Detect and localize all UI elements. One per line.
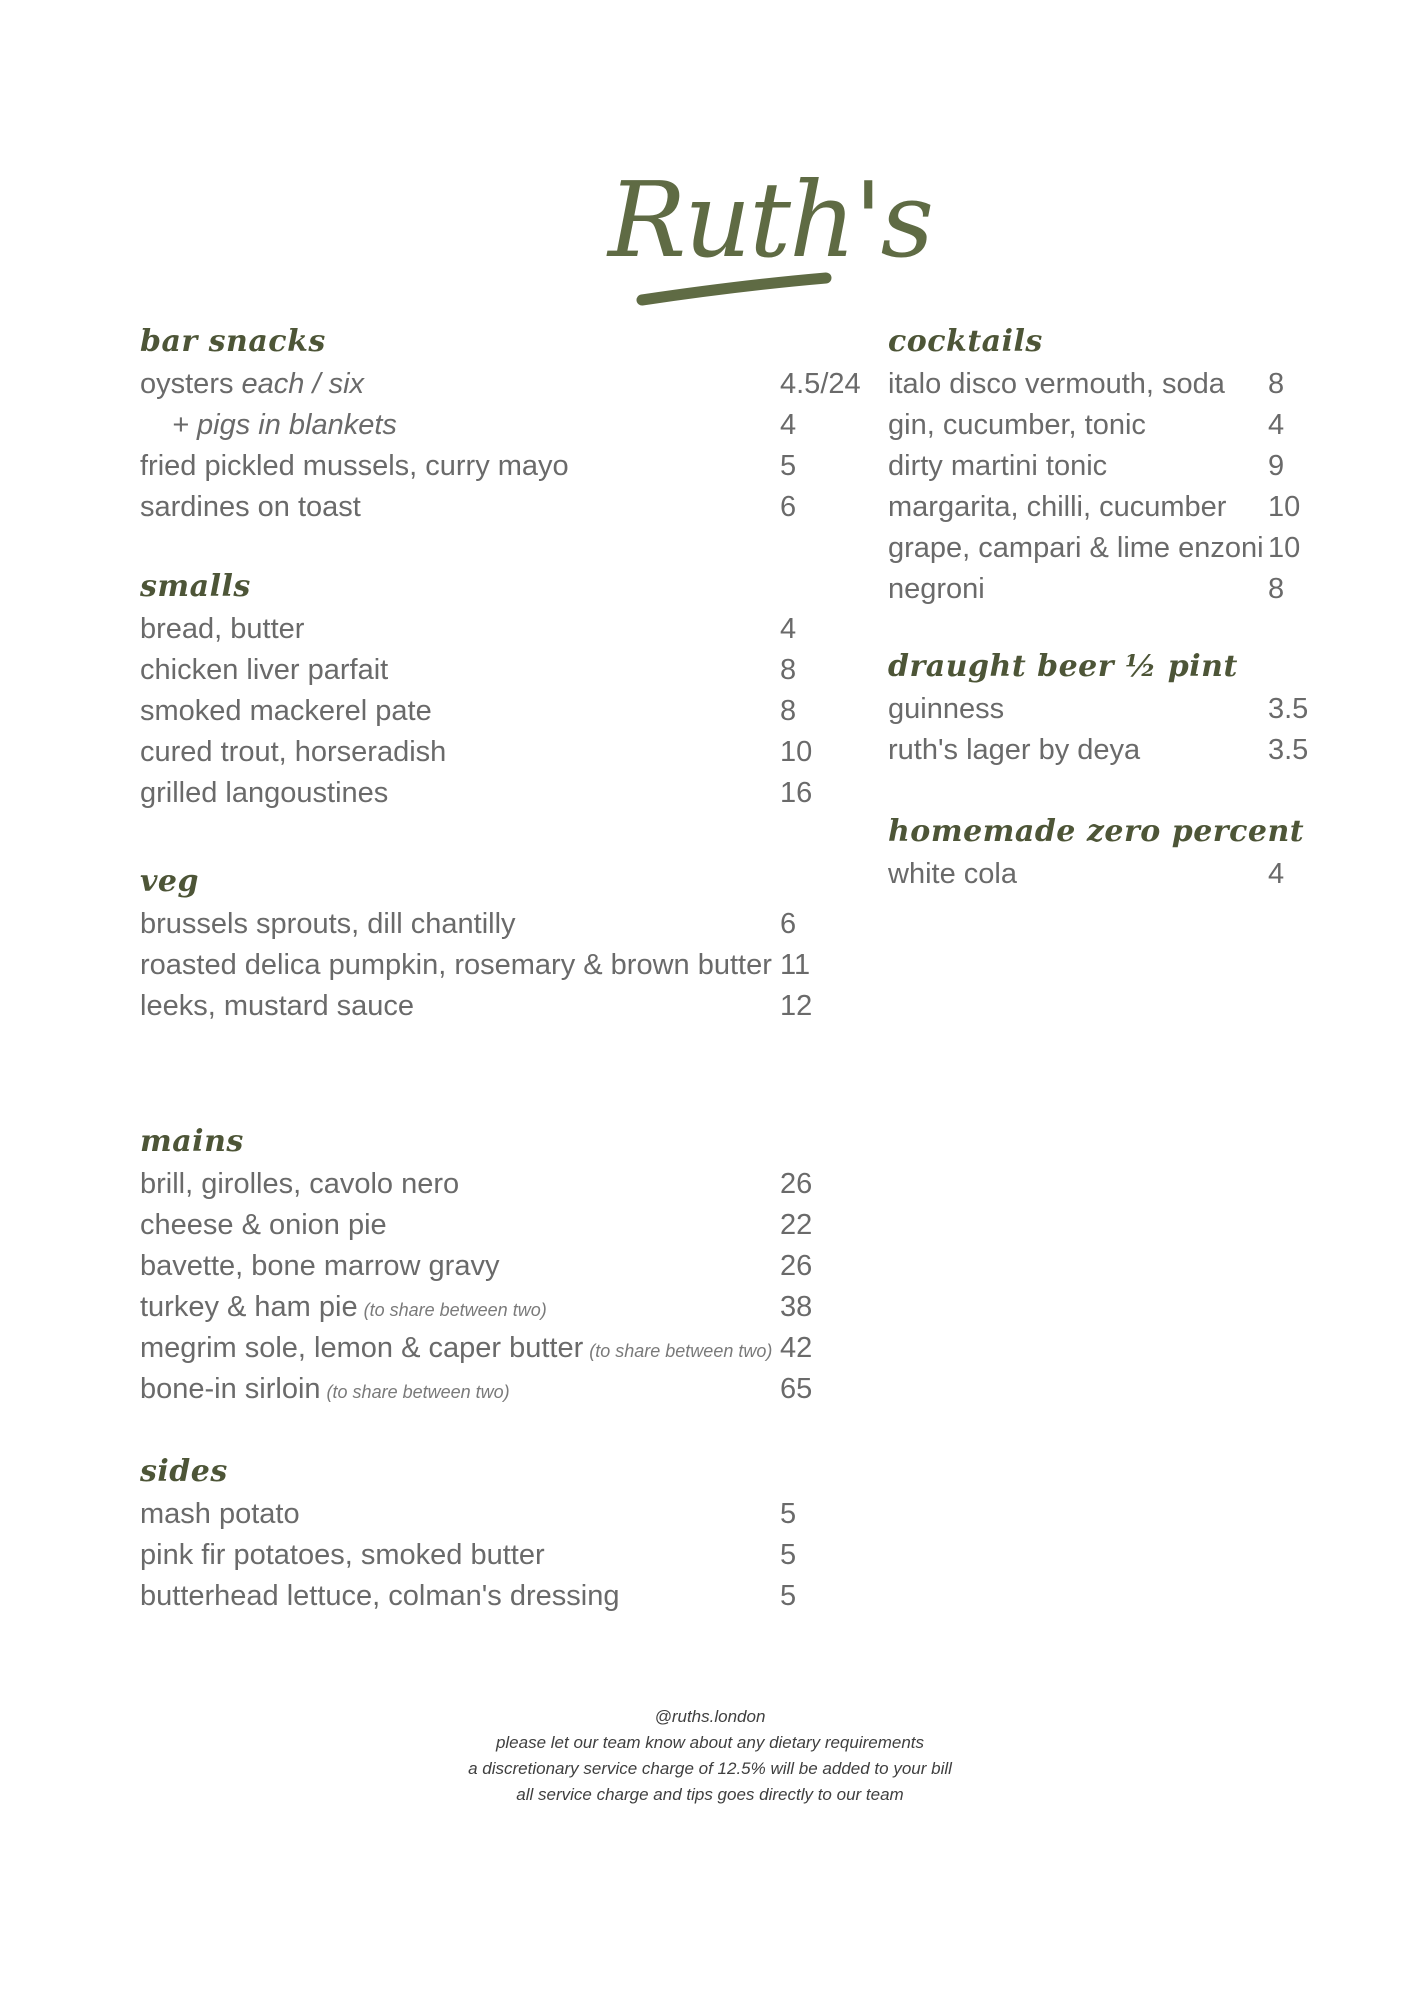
- item-name-text: megrim sole, lemon & caper butter: [140, 1332, 584, 1364]
- menu-item: [140, 1205, 860, 1246]
- item-price: 10: [780, 736, 813, 768]
- item-name: italo disco vermouth, soda: [888, 368, 1225, 400]
- item-price: 22: [780, 1209, 813, 1241]
- item-name: fried pickled mussels, curry mayo: [140, 450, 569, 482]
- section-draught-beer: [888, 645, 1328, 775]
- menu-item: [140, 986, 860, 1027]
- item-price: 5: [780, 1539, 797, 1571]
- item-name: white cola: [888, 858, 1017, 890]
- item-name: [140, 1246, 505, 1290]
- item-name-text: cheese & onion pie: [140, 1209, 387, 1241]
- item-price: 5: [780, 1580, 797, 1612]
- item-price: 10: [1268, 491, 1301, 523]
- item-price: 4: [1268, 858, 1285, 890]
- item-name: [140, 364, 364, 405]
- item-name: brussels sprouts, dill chantilly: [140, 908, 516, 940]
- item-price: 6: [780, 908, 797, 940]
- item-name: guinness: [888, 693, 1005, 725]
- item-price: 4.5/24: [780, 368, 861, 400]
- item-name: roasted delica pumpkin, rosemary & brown butter: [140, 949, 772, 981]
- dietary-notice: please let our team know about any dietary requirements: [495, 1733, 925, 1752]
- section-title: draught beer ½ pint: [888, 649, 1238, 684]
- item-price: 11: [780, 949, 811, 981]
- item-price: 3.5: [1268, 734, 1309, 766]
- item-price: 4: [780, 613, 797, 645]
- section-bar-snacks: [140, 320, 860, 530]
- item-name-text: oysters: [140, 368, 234, 400]
- item-name: bread, butter: [140, 613, 305, 645]
- menu-item: [888, 487, 1328, 528]
- section-smalls: [140, 565, 860, 820]
- menu-item: [140, 1494, 860, 1535]
- menu-item: [888, 730, 1328, 771]
- menu-item: [888, 569, 1328, 610]
- menu-footer: [0, 1704, 1420, 1808]
- item-name: [140, 1205, 393, 1249]
- logo-underline-swoosh: [636, 270, 836, 310]
- menu-item: [140, 1246, 860, 1287]
- section-veg: [140, 860, 860, 1030]
- item-name: dirty martini tonic: [888, 450, 1108, 482]
- menu-item: [888, 854, 1328, 895]
- menu-item: [140, 650, 860, 691]
- item-price: 26: [780, 1250, 813, 1282]
- item-price: 65: [780, 1373, 813, 1405]
- menu-item: [140, 364, 860, 405]
- item-name-text: bone-in sirloin: [140, 1373, 321, 1405]
- item-price: 8: [780, 654, 797, 686]
- section-title: sides: [140, 1454, 228, 1489]
- menu-item: [888, 446, 1328, 487]
- section-title: cocktails: [888, 324, 1043, 359]
- section-title: homemade zero percent: [888, 814, 1305, 849]
- item-name: grilled langoustines: [140, 777, 389, 809]
- item-price: 42: [780, 1332, 813, 1364]
- menu-item: [140, 1164, 860, 1205]
- item-price: 3.5: [1268, 693, 1309, 725]
- section-cocktails: [888, 320, 1328, 610]
- menu-item: [140, 904, 860, 945]
- section-mains: [140, 1120, 860, 1415]
- menu-item: [888, 364, 1328, 405]
- left-column: [140, 320, 860, 1620]
- item-price: 16: [780, 777, 813, 809]
- logo-text: Ruth's: [608, 159, 933, 281]
- menu-item: [140, 691, 860, 732]
- item-name-text: bavette, bone marrow gravy: [140, 1250, 500, 1282]
- menu-item: [140, 609, 860, 650]
- item-name: chicken liver parfait: [140, 654, 389, 686]
- menu-item: [140, 1576, 860, 1617]
- menu-item: [140, 1369, 860, 1410]
- item-name: ruth's lager by deya: [888, 734, 1141, 766]
- item-price: 8: [1268, 573, 1285, 605]
- item-note: (to share between two): [363, 1300, 547, 1320]
- menu-item: [140, 446, 860, 487]
- item-name: cured trout, horseradish: [140, 736, 447, 768]
- item-name: leeks, mustard sauce: [140, 990, 415, 1022]
- item-name: negroni: [888, 573, 985, 605]
- service-charge-notice: a discretionary service charge of 12.5% will be added to your bill: [468, 1759, 952, 1778]
- item-price: 9: [1268, 450, 1285, 482]
- item-price: 5: [780, 450, 797, 482]
- item-name: [140, 1287, 547, 1331]
- right-column: [888, 320, 1328, 900]
- menu-item: [140, 732, 860, 773]
- item-price: 8: [1268, 368, 1285, 400]
- section-title: mains: [140, 1124, 244, 1159]
- section-title: veg: [140, 864, 199, 899]
- menu-item: [140, 1287, 860, 1328]
- item-name-text: turkey & ham pie: [140, 1291, 358, 1323]
- section-title: smalls: [140, 569, 251, 604]
- item-name: butterhead lettuce, colman's dressing: [140, 1580, 620, 1612]
- item-name: [140, 1369, 510, 1413]
- ruths-logo: [608, 159, 933, 310]
- item-name: [140, 1164, 465, 1208]
- item-price: 26: [780, 1168, 813, 1200]
- menu-item: [888, 405, 1328, 446]
- item-name-italic: each / six: [241, 368, 365, 400]
- item-name: sardines on toast: [140, 491, 361, 523]
- section-homemade-zero-percent: [888, 810, 1328, 900]
- item-note: (to share between two): [326, 1382, 510, 1402]
- menu-item: [888, 689, 1328, 730]
- item-price: 8: [780, 695, 797, 727]
- item-price: 6: [780, 491, 797, 523]
- item-name: [140, 1328, 772, 1372]
- item-price: 5: [780, 1498, 797, 1530]
- item-name-text: brill, girolles, cavolo nero: [140, 1168, 460, 1200]
- menu-item: [140, 487, 860, 528]
- menu-item: [140, 773, 860, 814]
- item-price: 38: [780, 1291, 813, 1323]
- item-name: smoked mackerel pate: [140, 695, 432, 727]
- item-name: + pigs in blankets: [172, 409, 397, 441]
- menu-item: [140, 945, 860, 986]
- item-price: 10: [1268, 532, 1301, 564]
- item-name: mash potato: [140, 1498, 300, 1530]
- section-sides: [140, 1450, 860, 1620]
- menu-item: [140, 405, 860, 446]
- menu-item: [140, 1535, 860, 1576]
- item-price: 4: [780, 409, 797, 441]
- item-name: pink fir potatoes, smoked butter: [140, 1539, 545, 1571]
- item-note: (to share between two): [589, 1341, 773, 1361]
- section-title: bar snacks: [140, 324, 326, 359]
- item-name: margarita, chilli, cucumber: [888, 491, 1227, 523]
- item-price: 4: [1268, 409, 1285, 441]
- instagram-handle: @ruths.london: [654, 1707, 766, 1726]
- menu-item: [140, 1328, 860, 1369]
- item-name: gin, cucumber, tonic: [888, 409, 1146, 441]
- item-name: grape, campari & lime enzoni: [888, 532, 1264, 564]
- menu-item: [888, 528, 1328, 569]
- tips-notice: all service charge and tips goes directly to our team: [516, 1785, 904, 1804]
- item-price: 12: [780, 990, 813, 1022]
